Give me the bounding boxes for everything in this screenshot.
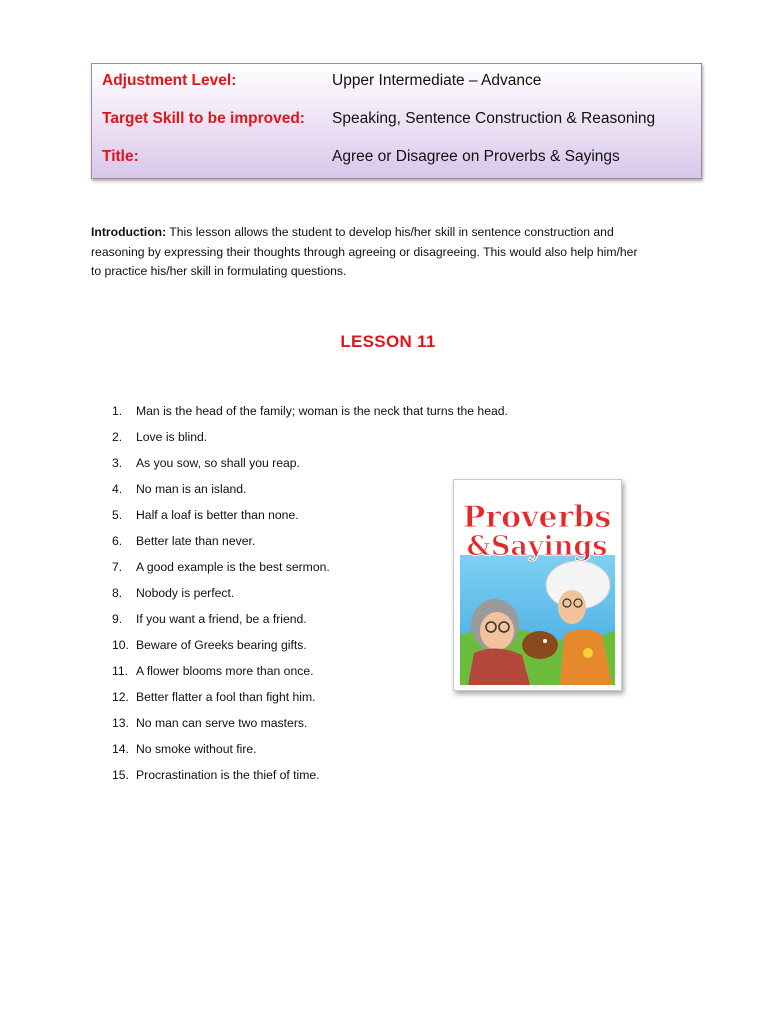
proverb-text: Beware of Greeks bearing gifts. [136, 638, 307, 652]
lesson-title: LESSON 11 [340, 332, 436, 351]
proverb-text: Better flatter a fool than fight him. [136, 690, 316, 704]
level-label: Adjustment Level: [102, 72, 237, 89]
proverb-text: No man is an island. [136, 482, 247, 496]
proverb-number: 15. [112, 768, 129, 782]
title-label: Title: [102, 148, 139, 165]
left-character-face [480, 612, 514, 650]
proverb-number: 2. [112, 430, 123, 444]
proverbs-book-cover-image [453, 479, 622, 691]
proverb-number: 14. [112, 742, 129, 756]
proverb-number: 5. [112, 508, 123, 522]
introduction-line-2: reasoning by expressing their thoughts through agreeing or disagreeing. This would also help him/her [91, 244, 638, 259]
proverb-number: 11. [112, 664, 129, 678]
proverb-number: 3. [112, 456, 123, 470]
proverb-text: Better late than never. [136, 534, 256, 548]
introduction-label: Introduction: [91, 225, 167, 239]
proverb-number: 1. [112, 404, 123, 418]
proverb-text: Half a loaf is better than none. [136, 508, 299, 522]
level-value: Upper Intermediate – Advance [332, 72, 542, 89]
introduction-line-3: to practice his/her skill in formulating questions. [91, 264, 347, 278]
proverb-text: A good example is the best sermon. [136, 560, 330, 574]
proverb-number: 10. [112, 638, 129, 652]
title-value: Agree or Disagree on Proverbs & Sayings [332, 148, 620, 165]
right-character-face [558, 590, 586, 624]
proverb-text: Procrastination is the thief of time. [136, 768, 320, 782]
book-cover-illustration [460, 485, 615, 685]
proverb-text: Nobody is perfect. [136, 586, 235, 600]
proverb-text: No smoke without fire. [136, 742, 257, 756]
proverb-text: A flower blooms more than once. [136, 664, 314, 678]
proverb-text: No man can serve two masters. [136, 716, 308, 730]
skill-label: Target Skill to be improved: [102, 110, 305, 127]
proverb-number: 9. [112, 612, 123, 626]
pet [522, 631, 558, 659]
skill-value: Speaking, Sentence Construction & Reasoning [332, 110, 656, 127]
proverb-number: 7. [112, 560, 123, 574]
proverb-text: Man is the head of the family; woman is the neck that turns the head. [136, 404, 508, 418]
cover-title-line-2: &Sayings [466, 531, 608, 562]
proverb-text: Love is blind. [136, 430, 208, 444]
proverb-number: 6. [112, 534, 123, 548]
introduction-paragraph [91, 223, 681, 282]
proverb-text: As you sow, so shall you reap. [136, 456, 300, 470]
proverb-number: 13. [112, 716, 129, 730]
lesson-info-box [91, 63, 702, 179]
cover-title-line-1: Proverbs [462, 500, 612, 535]
proverb-number: 8. [112, 586, 123, 600]
proverb-text: If you want a friend, be a friend. [136, 612, 307, 626]
introduction-line-1: This lesson allows the student to develop his/her skill in sentence construction and [166, 225, 614, 239]
proverb-number: 12. [112, 690, 129, 704]
proverb-number: 4. [112, 482, 123, 496]
